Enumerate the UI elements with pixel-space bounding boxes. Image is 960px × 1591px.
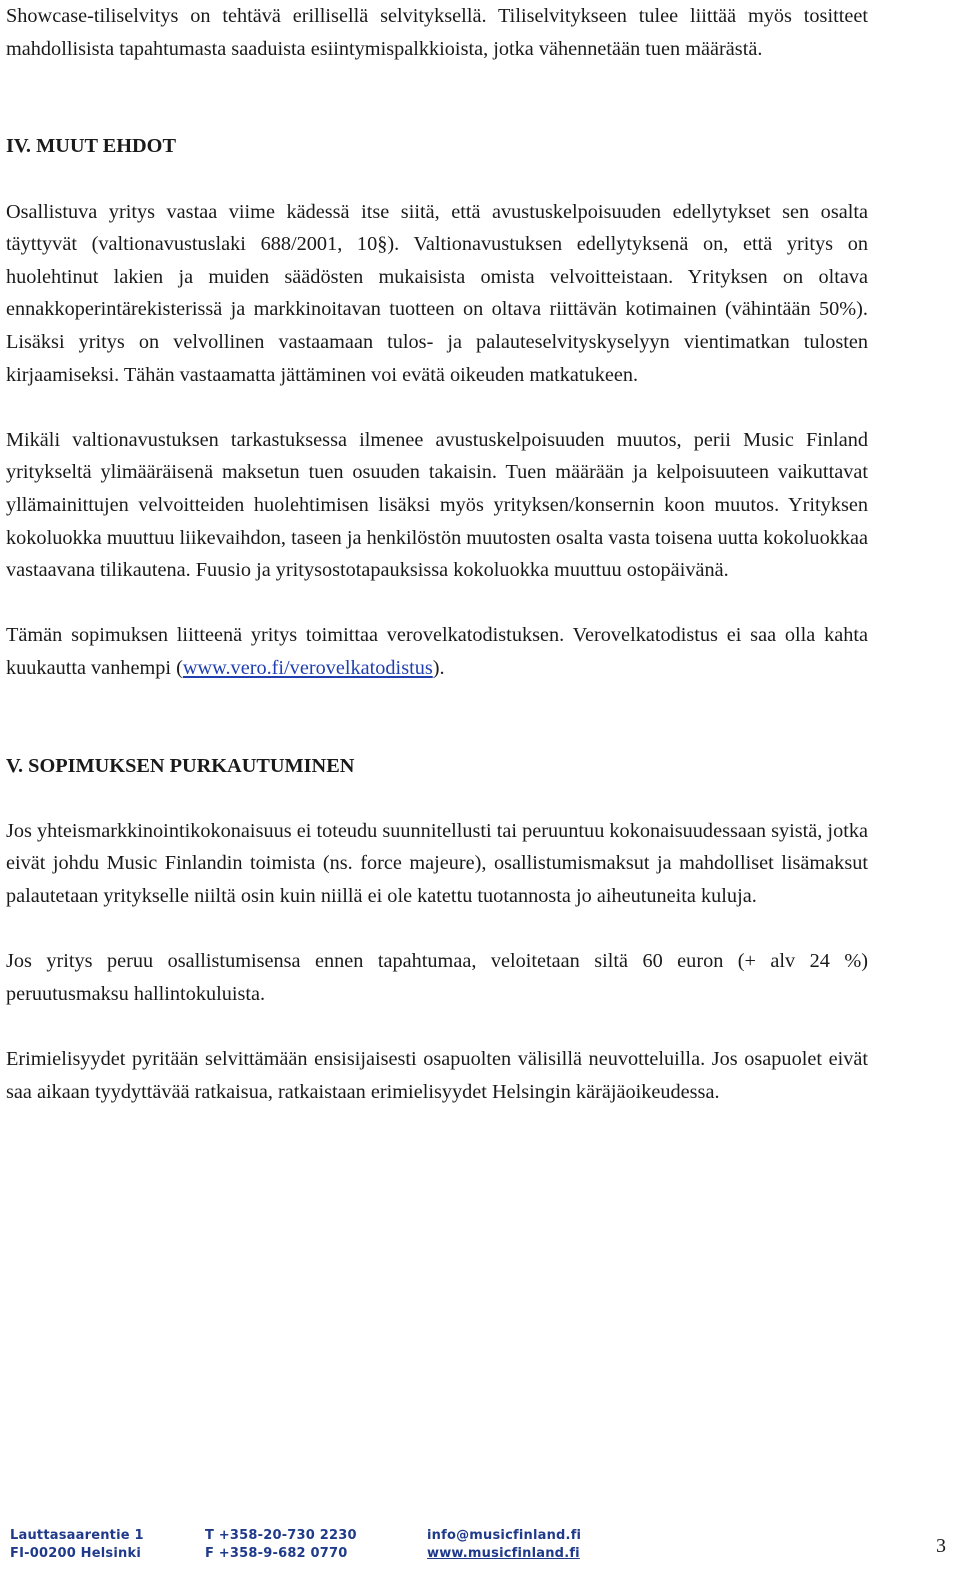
footer-email[interactable]: info@musicfinland.fi	[427, 1528, 582, 1543]
paragraph-disputes: Erimielisyydet pyritään selvittämään ensisijaisesti osapuolten välisillä neuvotteluilla. Jos osapuolet eivät saa aikaan tyydyttävää ratkaisua, ratkaistaan erimielisyydet Helsingin käräjäoikeudessa.	[6, 1048, 868, 1103]
paragraph-other-terms: Osallistuva yritys vastaa viime kädessä itse siitä, että avustuskelpoisuuden edellytykset sen osalta täyttyvät (valtionavustuslaki 688/2001, 10§). Valtionavustuksen edellytyksenä on, että yritys on huolehtinut lakien ja muiden säädösten mukaisista omista velvoitteistaan. Yrityksen on oltava ennakkoperintärekisterissä ja markkinoitavan tuotteen on oltava riittävän kotimainen (vähintään 50%). Lisäksi yritys on velvollinen vastaamaan tulos- ja palauteselvityskyselyyn vientimatkan tulosten kirjaamiseksi. Tähän vastaamatta jättäminen voi evätä oikeuden matkatukeen.	[6, 200, 868, 386]
tax-certificate-text-end: ).	[432, 656, 445, 679]
footer-fax: F +358-9-682 0770	[205, 1546, 348, 1561]
tax-certificate-text: Tämän sopimuksen liitteenä yritys toimittaa verovelkatodistuksen. Verovelkatodistus ei saa olla kahta kuukautta vanhempi (	[6, 624, 868, 679]
footer-street: Lauttasaarentie 1	[10, 1528, 144, 1543]
footer-contact-block	[427, 1527, 581, 1563]
footer-phone: T +358-20-730 2230	[205, 1528, 357, 1543]
paragraph-force-majeure: Jos yhteismarkkinointikokonaisuus ei toteudu suunnitellusti tai peruuntuu kokonaisuudessaan syistä, jotka eivät johdu Music Finlandin toimista (ns. force majeure), osallistumismaksut ja mahdolliset lisämaksut palautetaan yritykselle niiltä osin kuin niillä ei ole katettu tuotannosta jo aiheutuneita kuluja.	[6, 819, 868, 908]
paragraph-cancellation-fee: Jos yritys peruu osallistumisensa ennen tapahtumaa, veloitetaan siltä 60 euron (+ alv 24 %) peruutusmaksu hallintokuluista.	[6, 950, 868, 1005]
footer-phone-block	[205, 1527, 357, 1563]
section-heading-v: V. SOPIMUKSEN PURKAUTUMINEN	[6, 754, 355, 777]
footer-city: FI-00200 Helsinki	[10, 1546, 141, 1561]
paragraph-eligibility-change: Mikäli valtionavustuksen tarkastuksessa ilmenee avustuskelpoisuuden muutos, perii Music Finland yritykseltä ylimääräisenä maksetun tuen osuuden takaisin. Tuen määrään ja kelpoisuuteen vaikuttavat yllämainittujen velvoitteiden huolehtimisen lisäksi myös yrityksen/konsernin koon muutos. Yrityksen kokoluokka muuttuu liikevaihdon, taseen ja henkilöstön muutosten osalta vasta toisena uutta kokoluokkaa vastaavana tilikautena. Fuusio ja yritysostotapauksissa kokoluokka muuttuu ostopäivänä.	[6, 428, 868, 582]
footer-address	[10, 1527, 144, 1563]
page-number: 3	[936, 1535, 946, 1557]
paragraph-tax-certificate	[6, 619, 868, 684]
paragraph-showcase-report: Showcase-tiliselvitys on tehtävä erillisellä selvityksellä. Tiliselvitykseen tulee liittää myös tositteet mahdollisista tapahtumasta saaduista esiintymispalkkioista, jotka vähennetään tuen määrästä.	[6, 5, 868, 60]
footer-website-link[interactable]: www.musicfinland.fi	[427, 1546, 580, 1561]
section-heading-iv: IV. MUUT EHDOT	[6, 135, 176, 158]
page-footer	[10, 1527, 950, 1577]
document-body	[6, 0, 868, 1108]
vero-link[interactable]: www.vero.fi/verovelkatodistus	[182, 656, 433, 679]
